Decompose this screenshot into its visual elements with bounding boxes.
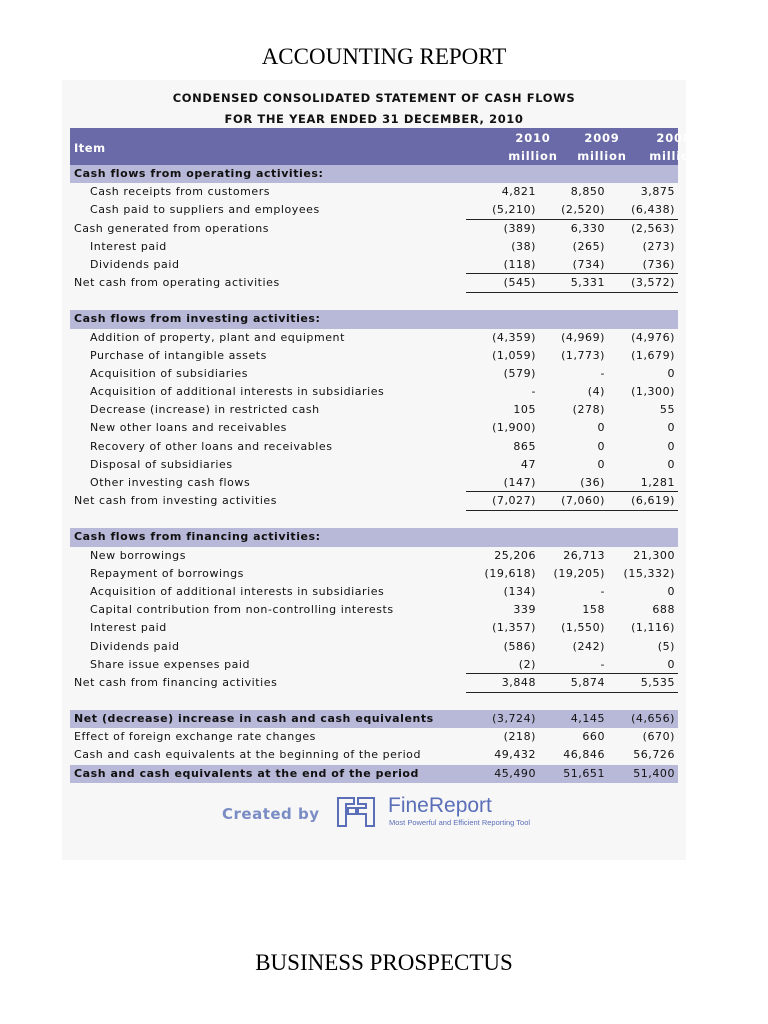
cash-flow-table [70, 128, 699, 783]
page-header-title: ACCOUNTING REPORT [261, 44, 507, 69]
table-row: Interest paid (38) (265) (273) [90, 239, 675, 253]
brand-tagline: Most Powerful and Efficient Reporting Tool [389, 818, 531, 827]
spacer [70, 292, 678, 310]
table-row: Acquisition of subsidiaries (579) - 0 [90, 366, 675, 380]
statement-title: CONDENSED CONSOLIDATED STATEMENT OF CASH FLOWS [172, 91, 576, 105]
table-row: Other investing cash flows (147) (36) 1,281 [70, 474, 678, 492]
table-row: Acquisition of additional interests in subsidiaries (134) - 0 [90, 584, 675, 598]
table-row-total: Net cash from investing activities (7,027) (7,060) (6,619) [70, 492, 678, 510]
spacer [70, 510, 678, 528]
item-column-header: Item [74, 141, 106, 155]
table-row: Decrease (increase) in restricted cash 105 (278) 55 [90, 403, 675, 417]
statement-subtitle: FOR THE YEAR ENDED 31 DECEMBER, 2010 [224, 112, 524, 126]
table-row-closing-balance: Cash and cash equivalents at the end of the period 45,490 51,651 51,400 [70, 765, 678, 783]
table-row: Interest paid (1,357) (1,550) (1,116) [90, 621, 675, 635]
finereport-logo-icon [334, 794, 378, 830]
spacer [70, 692, 678, 710]
table-row: Cash generated from operations (389) 6,330 (2,563) [74, 221, 675, 235]
page-footer-title: BUSINESS PROSPECTUS [255, 950, 513, 975]
table-row: New other loans and receivables (1,900) 0 0 [90, 421, 675, 435]
section-heading-financing: Cash flows from financing activities: [70, 528, 678, 546]
table-row: New borrowings 25,206 26,713 21,300 [90, 548, 675, 562]
table-row-total: Net cash from operating activities (545) 5,331 (3,572) [70, 274, 678, 292]
created-by-label: Created by [222, 805, 320, 823]
table-row: Dividends paid (586) (242) (5) [90, 639, 675, 653]
table-row: Cash receipts from customers 4,821 8,850 3,875 [90, 185, 675, 199]
table-header: Item 2010 million 2009 million 2008 million [70, 128, 678, 165]
table-row: Cash paid to suppliers and employees (5,210) (2,520) (6,438) [70, 201, 678, 219]
section-heading-operating: Cash flows from operating activities: [70, 165, 678, 183]
table-row: Dividends paid (118) (734) (736) [70, 256, 678, 274]
brand-name: FineReport [388, 794, 492, 817]
finereport-branding [218, 792, 578, 832]
table-row: Capital contribution from non-controlling interests 339 158 688 [90, 603, 675, 617]
table-row-net-change: Net (decrease) increase in cash and cash equivalents (3,724) 4,145 (4,656) [70, 710, 678, 728]
table-row: Purchase of intangible assets (1,059) (1,773) (1,679) [90, 348, 675, 362]
table-row: Addition of property, plant and equipment (4,359) (4,969) (4,976) [90, 330, 675, 344]
table-row: Repayment of borrowings (19,618) (19,205) (15,332) [90, 566, 675, 580]
table-row: Recovery of other loans and receivables 865 0 0 [90, 439, 675, 453]
table-row: Effect of foreign exchange rate changes (218) 660 (670) [74, 730, 675, 744]
table-row: Cash and cash equivalents at the beginning of the period 49,432 46,846 56,726 [74, 748, 675, 762]
section-heading-investing: Cash flows from investing activities: [70, 310, 678, 328]
table-row: Share issue expenses paid (2) - 0 [70, 656, 678, 674]
table-row: Acquisition of additional interests in subsidiaries - (4) (1,300) [90, 385, 675, 399]
table-row-total: Net cash from financing activities 3,848 5,874 5,535 [70, 674, 678, 692]
table-row: Disposal of subsidiaries 47 0 0 [90, 457, 675, 471]
